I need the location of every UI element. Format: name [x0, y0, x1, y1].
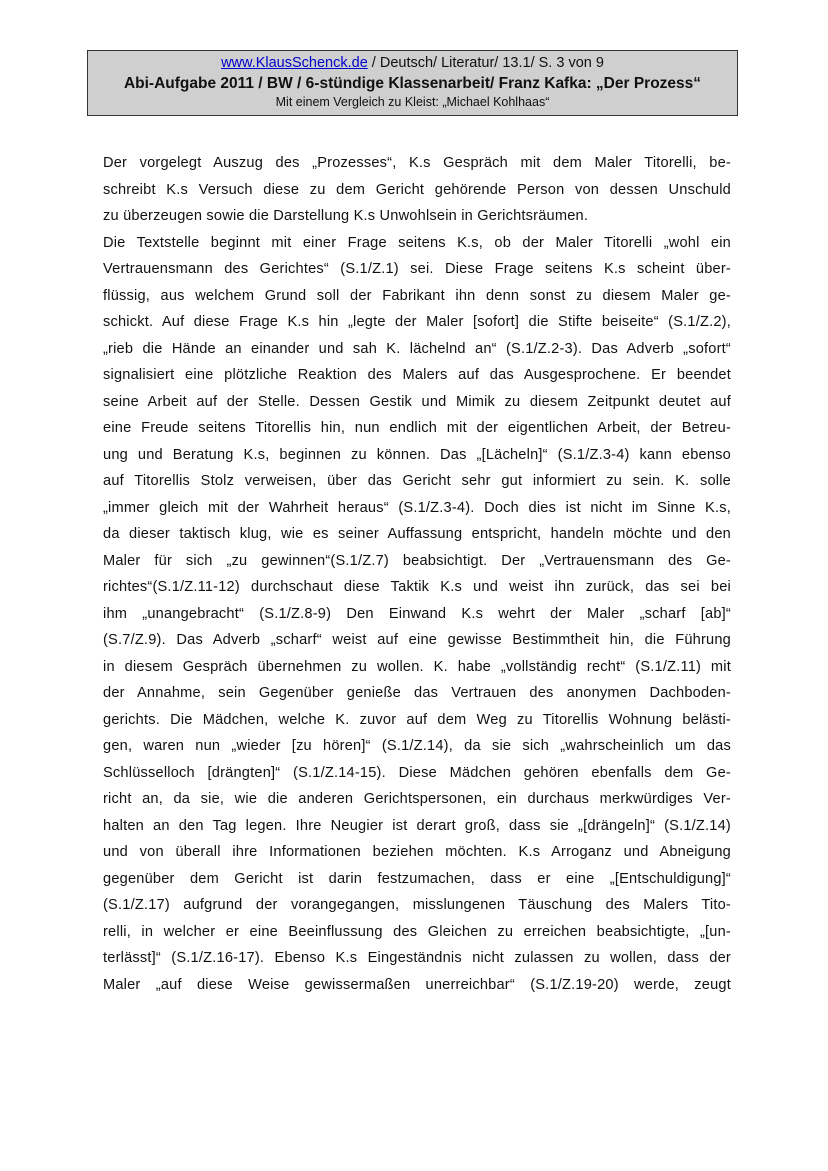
text-line: Vertrauensmann des Gerichtes“ (S.1/Z.1) sei. Diese Frage seitens K.s scheint über- — [103, 261, 731, 277]
text-line: zu überzeugen sowie die Darstellung K.s Unwohlsein in Gerichtsräumen. — [103, 208, 589, 224]
essay-body — [103, 150, 731, 998]
text-line: „rieb die Hände an einander und sah K. lächelnd an“ (S.1/Z.2-3). Das Adverb „sofort“ — [103, 340, 731, 357]
text-line: halten an den Tag legen. Ihre Neugier ist derart groß, dass sie „[drängeln]“ (S.1/Z.14) — [103, 817, 731, 834]
text-line: (S.7/Z.9). Das Adverb „scharf“ weist auf eine gewisse Bestimmtheit hin, die Führung — [103, 632, 731, 648]
text-line: ihm „unangebracht“ (S.1/Z.8-9) Den Einwand K.s wehrt der Maler „scharf [ab]“ — [103, 605, 731, 622]
page-header — [87, 50, 738, 116]
website-link[interactable]: www.KlausSchenck.de — [221, 55, 368, 71]
text-line: gegenüber dem Gericht ist darin festzumachen, dass er eine „[Entschuldigung]“ — [103, 870, 731, 887]
text-line: richtes“(S.1/Z.11-12) durchschaut diese Taktik K.s und weist ihn zurück, das sei bei — [103, 579, 731, 595]
text-line: ung und Beratung K.s, beginnen zu können. Das „[Lächeln]“ (S.1/Z.3-4) kann ebenso — [103, 446, 731, 463]
text-line: in diesem Gespräch übernehmen zu wollen. K. habe „vollständig recht“ (S.1/Z.11) mit — [103, 658, 731, 675]
header-source-line — [88, 54, 737, 73]
text-line: Maler für sich „zu gewinnen“(S.1/Z.7) beabsichtigt. Der „Vertrauensmann des Ge- — [103, 552, 731, 569]
text-line: und von überall ihre Informationen beziehen möchten. K.s Arroganz und Abneigung — [103, 844, 731, 860]
text-line: Der vorgelegt Auszug des „Prozesses“, K.s Gespräch mit dem Maler Titorelli, be- — [103, 155, 731, 171]
text-line: terlässt]“ (S.1/Z.16-17). Ebenso K.s Eingeständnis nicht zulassen zu wollen, dass der — [103, 950, 731, 966]
text-line: richt an, da sie, wie die anderen Gerichtspersonen, ein durchaus merkwürdiges Ver- — [103, 791, 731, 807]
text-line: signalisiert eine plötzliche Reaktion des Malers auf das Ausgesprochene. Er beendet — [103, 367, 731, 383]
text-line: Schlüsselloch [drängten]“ (S.1/Z.14-15). Diese Mädchen gehören ebenfalls dem Ge- — [103, 764, 731, 781]
text-line: relli, in welcher er eine Beeinflussung des Gleichen zu erreichen beabsichtigte, „[un- — [103, 923, 731, 940]
header-breadcrumb: / Deutsch/ Literatur/ 13.1/ S. 3 von 9 — [367, 55, 604, 71]
header-title: Abi-Aufgabe 2011 / BW / 6-stündige Klassenarbeit/ Franz Kafka: „Der Prozess“ — [123, 75, 702, 92]
text-line: Die Textstelle beginnt mit einer Frage seitens K.s, ob der Maler Titorelli „wohl ein — [103, 234, 731, 251]
text-line: auf Titorellis Stolz verweisen, über das Gericht sehr gut informiert zu sein. K. solle — [103, 473, 731, 489]
text-line: „immer gleich mit der Wahrheit heraus“ (S.1/Z.3-4). Doch dies ist nicht im Sinne K.s, — [103, 499, 731, 516]
text-line: schickt. Auf diese Frage K.s hin „legte der Maler [sofort] die Stifte beiseite“ (S.1/Z.2), — [103, 314, 731, 330]
text-line: gen, waren nun „wieder [zu hören]“ (S.1/Z.14), da sie sich „wahrscheinlich um das — [103, 738, 731, 754]
text-line: da dieser taktisch klug, wie es seiner Auffassung entspricht, handeln möchte und den — [103, 526, 731, 542]
text-line: gerichts. Die Mädchen, welche K. zuvor auf dem Weg zu Titorellis Wohnung belästi- — [103, 711, 731, 728]
text-line: eine Freude seitens Titorellis hin, nun endlich mit der eigentlichen Arbeit, der Betreu- — [103, 420, 731, 436]
header-subtitle: Mit einem Vergleich zu Kleist: „Michael Kohlhaas“ — [275, 95, 550, 109]
text-line: der Annahme, sein Gegenüber genieße das Vertrauen des anonymen Dachboden- — [103, 685, 731, 701]
text-line: seine Arbeit auf der Stelle. Dessen Gestik und Mimik zu diesem Zeitpunkt deutet auf — [103, 393, 731, 410]
text-line: schreibt K.s Versuch diese zu dem Gericht gehörende Person von dessen Unschuld — [103, 181, 731, 198]
text-line: flüssig, aus welchem Grund soll der Fabrikant ihn denn sonst zu diesem Maler ge- — [103, 287, 731, 304]
text-line: Maler „auf diese Weise gewissermaßen unerreichbar“ (S.1/Z.19-20) werde, zeugt — [103, 976, 731, 993]
text-line: (S.1/Z.17) aufgrund der vorangegangen, misslungenen Täuschung des Malers Tito- — [103, 897, 731, 913]
